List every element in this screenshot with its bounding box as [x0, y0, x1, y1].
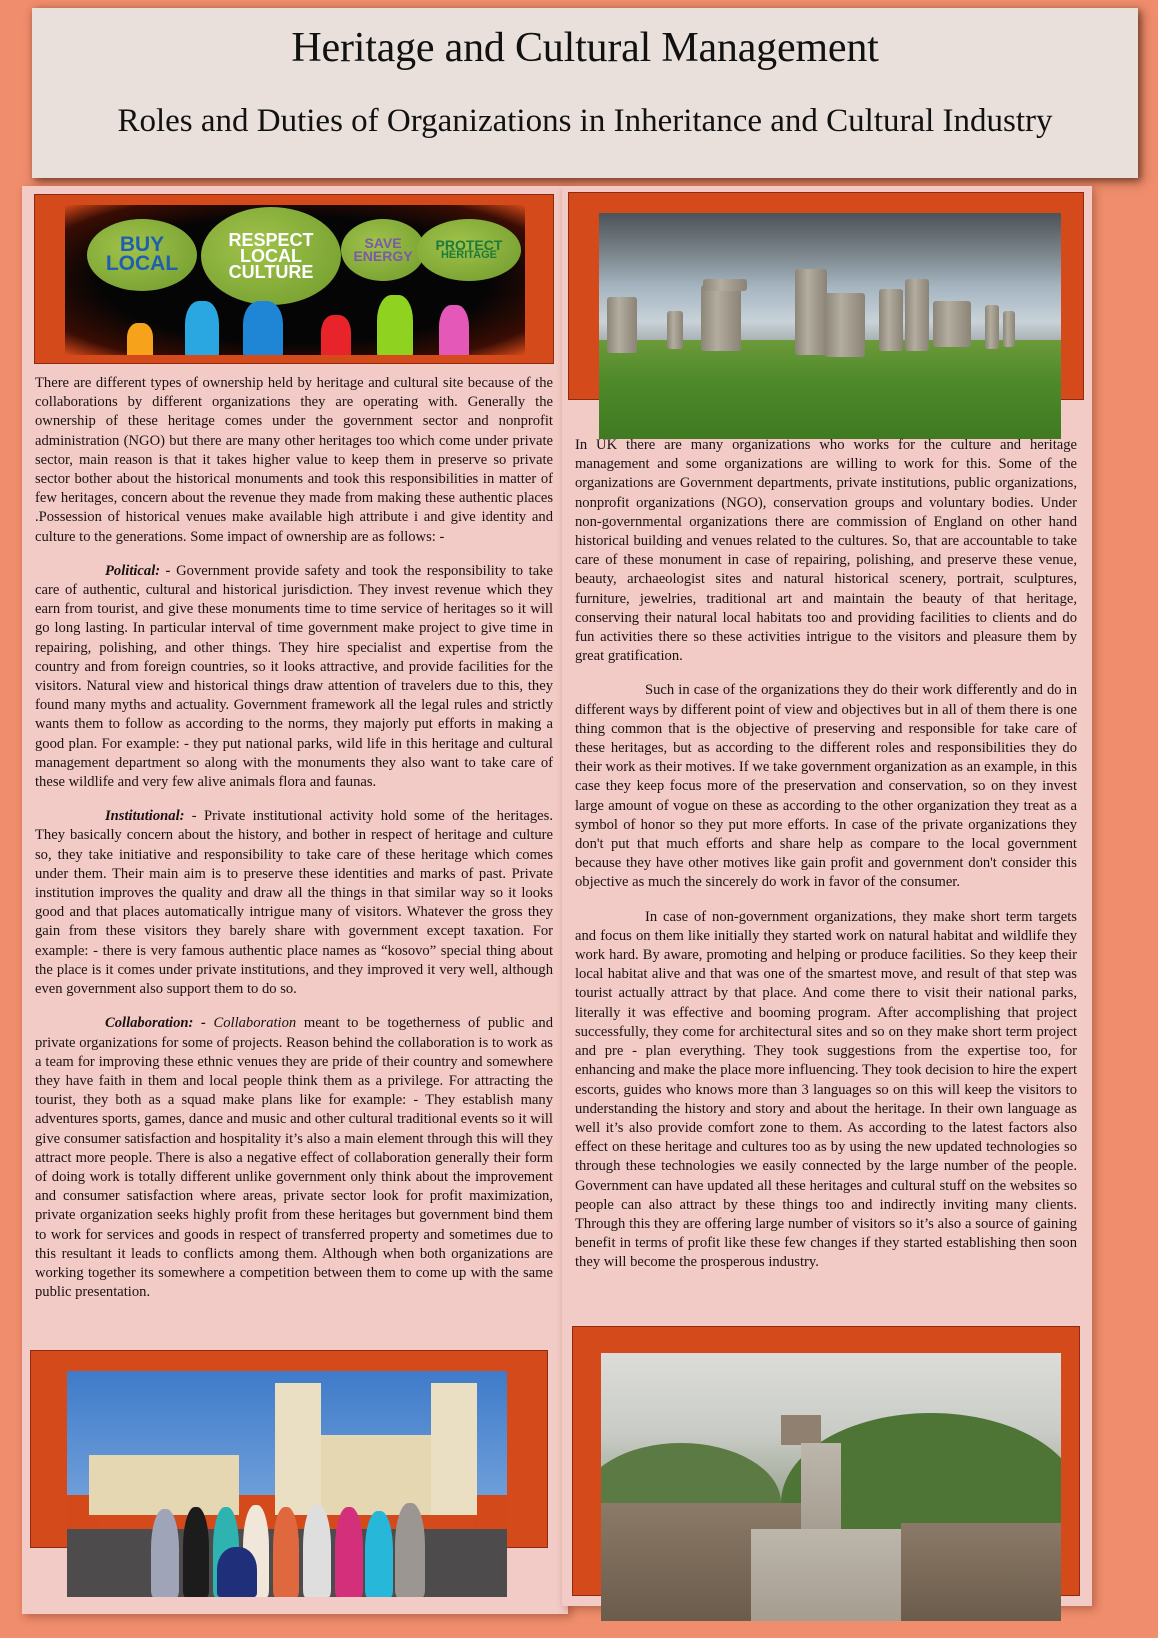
section-institutional: Institutional: - Private institutional activity hold some of the heritages. They basically concern about the history, and bother in respect of heritage and culture so, they take initiative and responsibility to take care of these heritage which comes under them. Their main aim is to preserve these identities and marks of past. Private institution improves the quality and draw all the things in that similar way so it looks good and that places automatically intrigue many of visitors. Whatever the gross they gain from these visitors they barely share with government except taxation. For example: - there is very famous authentic place names as “kosovo” special thing about the place is it comes under private institutions, and they improved it very well, although even government also support them to do so.: [35, 808, 553, 998]
bubble-respect-local-culture: RESPECT LOCAL CULTURE: [201, 207, 341, 305]
section-label-institutional: Institutional:: [105, 808, 185, 825]
section-collaboration: Collaboration: - Collaboration meant to be togetherness of public and private organizations for some of projects. Reason behind the collaboration is to work as a team for improving these ethnic venues they are pride of their country and somewhere they have faith in them and local people think them as a privilege. For attracting the tourist, they both as a squad make plans like for example: - They establish many adventures sports, games, dance and music and other cultural traditional events so it will give consumer satisfaction and hospitality it’s also a main element through this will they attract more people. There is also a negative effect of collaboration generally their form of doing work is totally different unlike government only think about the improvement and consumer satisfaction where areas, private sector look for profit maximization, private organization seeks highly profit from these heritages but government bind them to work for services and goods in respect of transferred property and sometimes due to this resultant it leads to conflicts among them. Although when both organizations are working together its somewhere a competition between them to come up with the same public presentation.: [35, 1015, 553, 1301]
section-label-political: Political: -: [105, 562, 171, 579]
intro-paragraph: There are different types of ownership held by heritage and cultural site because of the collaborations by different organizations they are operating with. Generally the ownership of these heritage comes under the government sector and nonprofit administration (NGO) but there are many other heritages too which come under private sector, main reason is that it takes higher value to keep them in preserve so private sector bother about the historical monuments and took this responsibilities in matter of few heritages, concern about the revenue they made from making these authentic places .Possession of historical venues make available high attribute i and give identity and culture to the generations. Some impact of ownership are as follows: -: [35, 375, 553, 545]
right-paragraph-1: In UK there are many organizations who works for the culture and heritage management and some organizations are willing to work for this. Some of the organizations are Government departments, private institutions, public organizations, nonprofit organizations (NGO), conservation groups and voluntary bodies. Under non-governmental organizations there are commission of England on other hand historical building and venues related to the cultures. So, that are accountable to take care of these monument in case of repairing, polishing, and preserve these venue, beauty, archaeologist sites and natural historical scenery, portrait, sculptures, furniture, jewelries, traditional art and maintain the beauty of that heritage, conserving their natural local habitats too and providing facilities to clients and do fun activities there so these activities intrigue to the visitors and pleasure them by great gratification.: [575, 437, 1077, 665]
right-paragraph-2: Such in case of the organizations they do their work differently and do in different ways by different point of view and objectives but in all of them there is one thing common that is the objective of preserving and responsible for take care of these heritages, but as according to the different roles and responsibilities they do their work as their motives. If we take government organization as an example, in this case they keep focus more of the preservation and conservation, so on they invest large amount of vogue on these as according to the other organization they treat as a symbol of honor so they put more efforts. In case of the private organizations they don't put that much efforts and share help as compare to the local government because they have other motives like gain profit and government don't consider this objective as much the sincerely do work in favor of the consumer.: [575, 682, 1077, 891]
campaign-image-frame: [34, 194, 554, 364]
page-title: Heritage and Cultural Management: [291, 25, 879, 71]
page-subtitle: Roles and Duties of Organizations in Inheritance and Cultural Industry: [117, 103, 1053, 139]
great-wall-image: [601, 1353, 1061, 1621]
bubble-buy-local: BUY LOCAL: [87, 219, 197, 291]
stonehenge-image: [599, 213, 1061, 439]
campaign-image: [65, 205, 525, 355]
header-panel: [32, 8, 1138, 178]
left-column-panel: [22, 186, 568, 1614]
header-box: [32, 8, 1138, 178]
right-paragraph-3: In case of non-government organizations, they make short term targets and focus on them like initially they started work on natural habitat and wildlife they work hard. By aware, promoting and helping or produce facilities. So they keep their local habitat alive and that was one of the smartest move, and result of that step was tourist actually attract by that place. And come there to visit their national parks, literally it was effective and booming program. After accomplishing that project successfully, they come for architectural sites and so on they make short term project and pre - plan everything. They took suggestions from the expertise too, for enhancing and make the place more influencing. They took decision to hire the expert escorts, guides who knows more than 3 languages so on this will keep the visitors to understanding the history and story and about the heritage. In their own language as well it’s also provide comfort zone to them. As according to the latest factors also effect on these heritage and cultures too as by using the new updated technologies so through these technologies we easily connected by the large number of the people. Government can have updated all these heritages and cultural stuff on the websites so people can also attract by these things too and indirectly inviting many clients. Through this they are offering large number of visitors so it’s also a source of gaining benefit in terms of profit like these few changes if they started establishing then soon they will become the prosperous industry.: [575, 908, 1077, 1271]
right-column-panel: [562, 186, 1092, 1606]
bubble-protect-heritage: PROTECT HERITAGE: [417, 219, 521, 281]
right-column-text: [575, 436, 1077, 1288]
bubble-save-energy: SAVE ENERGY: [341, 219, 425, 281]
stonehenge-image-frame: [568, 192, 1084, 400]
left-column-text: [35, 374, 553, 1317]
section-label-collaboration: Collaboration: -: [105, 1015, 206, 1032]
section-political: Political: - Government provide safety and took the responsibility to take care of authentic, cultural and historical jurisdiction. They invest revenue which they earn from tourist, and give these monuments time to time service of heritages so it will go long lasting. In particular interval of time government make project to give time in repairing, polishing, and other things. They hire specialist and expertise from the country and from foreign countries, so it looks attractive, and provide facilities for the visitors. Natural view and historical things draw attention of travelers due to this, they found many myths and actuality. Government framework all the legal rules and strictly wants them to follow as according to the norms, they majorly put efforts in making a good plan. For example: - they put national parks, wild life in this heritage and cultural management department so along with the monuments they also want to take care of these wildlife and very few alive animals flora and faunas.: [35, 562, 553, 791]
great-wall-image-frame: [572, 1326, 1080, 1596]
lima-image-frame: [30, 1350, 548, 1548]
lima-plaza-image: [67, 1371, 507, 1597]
